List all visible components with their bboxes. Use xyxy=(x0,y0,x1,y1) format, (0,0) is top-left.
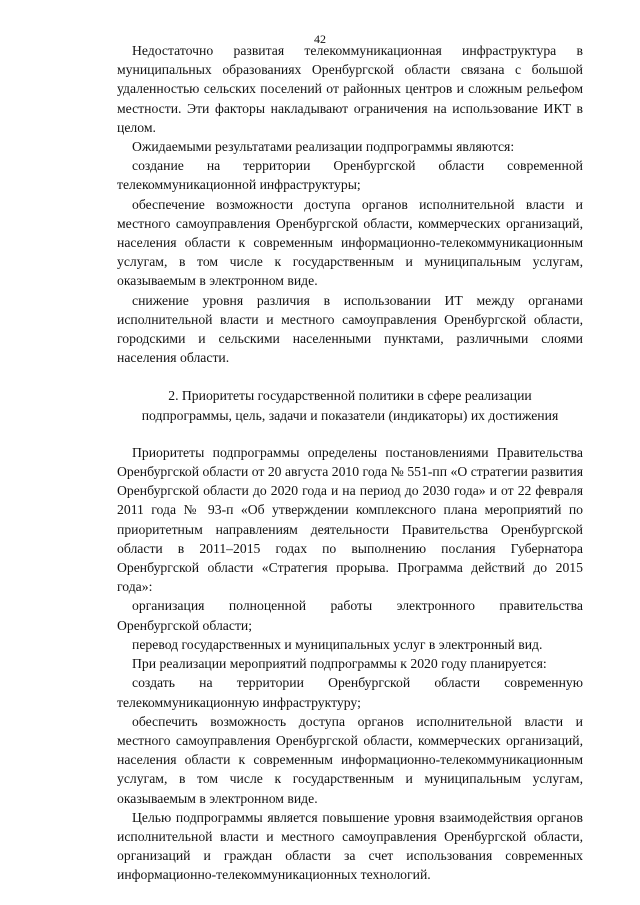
paragraph: При реализации мероприятий подпрограммы к 2020 году планируется: xyxy=(132,656,547,672)
paragraph: Целью подпрограммы является повышение уровня взаимодействия органов исполнительной власти и местного самоуправления Оренбургской области, организаций и граждан области за счет использования современных информационно-телекоммуникационных технологий. xyxy=(117,809,583,883)
paragraph: Приоритеты подпрограммы определены постановлениями Правительства Оренбургской области от 20 августа 2010 года № 551-пп «О стратегии развития Оренбургской области до 2020 года и на период до 2030 года» и от 22 февраля 2011 года № 93-п «Об утверждении комплексного плана мероприятий по приоритетным направлениям деятельности Правительства Оренбургской области в 2011–2015 годах по выполнению послания Губернатора Оренбургской области «Стратегия прорыва. Программа действий до 2015 года»: xyxy=(117,444,583,595)
heading-line: 2. Приоритеты государственной политики в сфере реализации xyxy=(168,388,532,404)
paragraph: перевод государственных и муниципальных услуг в электронный вид. xyxy=(132,636,543,652)
heading-line: подпрограммы, цель, задачи и показатели (индикаторы) их достижения xyxy=(141,407,559,423)
paragraph: Ожидаемыми результатами реализации подпрограммы являются: xyxy=(132,139,515,155)
paragraph: создать на территории Оренбургской области современную телекоммуникационную инфраструктуру; xyxy=(117,675,583,710)
paragraph: организация полноценной работы электронного правительства Оренбургской области; xyxy=(117,598,583,633)
section-priorities xyxy=(117,443,583,885)
paragraph: создание на территории Оренбургской области современной телекоммуникационной инфраструктуры; xyxy=(117,158,583,193)
section-intro xyxy=(117,41,583,367)
paragraph: обеспечение возможности доступа органов исполнительной власти и местного самоуправления Оренбургской области, коммерческих организаций, населения области к современным информационно-телекоммуникационным услугам, в том числе к государственным и муниципальным услугам, оказываемым в электронном виде. xyxy=(117,196,583,289)
paragraph: снижение уровня различия в использовании ИТ между органами исполнительной власти и местного самоуправления Оренбургской области, городскими и сельскими населенными пунктами, различными слоями населения области. xyxy=(117,292,583,366)
section-heading xyxy=(117,386,583,424)
paragraph: Недостаточно развитая телекоммуникационная инфраструктура в муниципальных образованиях Оренбургской области связана с большой удаленностью сельских поселений от районных центров и сложным рельефом местности. Эти факторы накладывают ограничения на использование ИКТ в целом. xyxy=(117,43,583,135)
paragraph: обеспечить возможность доступа органов исполнительной власти и местного самоуправления Оренбургской области, коммерческих организаций, населения области к современным информационно-телекоммуникационным услугам, в том числе к государственным и муниципальным услугам, оказываемым в электронном виде. xyxy=(117,713,583,806)
document-body xyxy=(117,41,583,885)
page-number: 42 xyxy=(314,32,326,46)
